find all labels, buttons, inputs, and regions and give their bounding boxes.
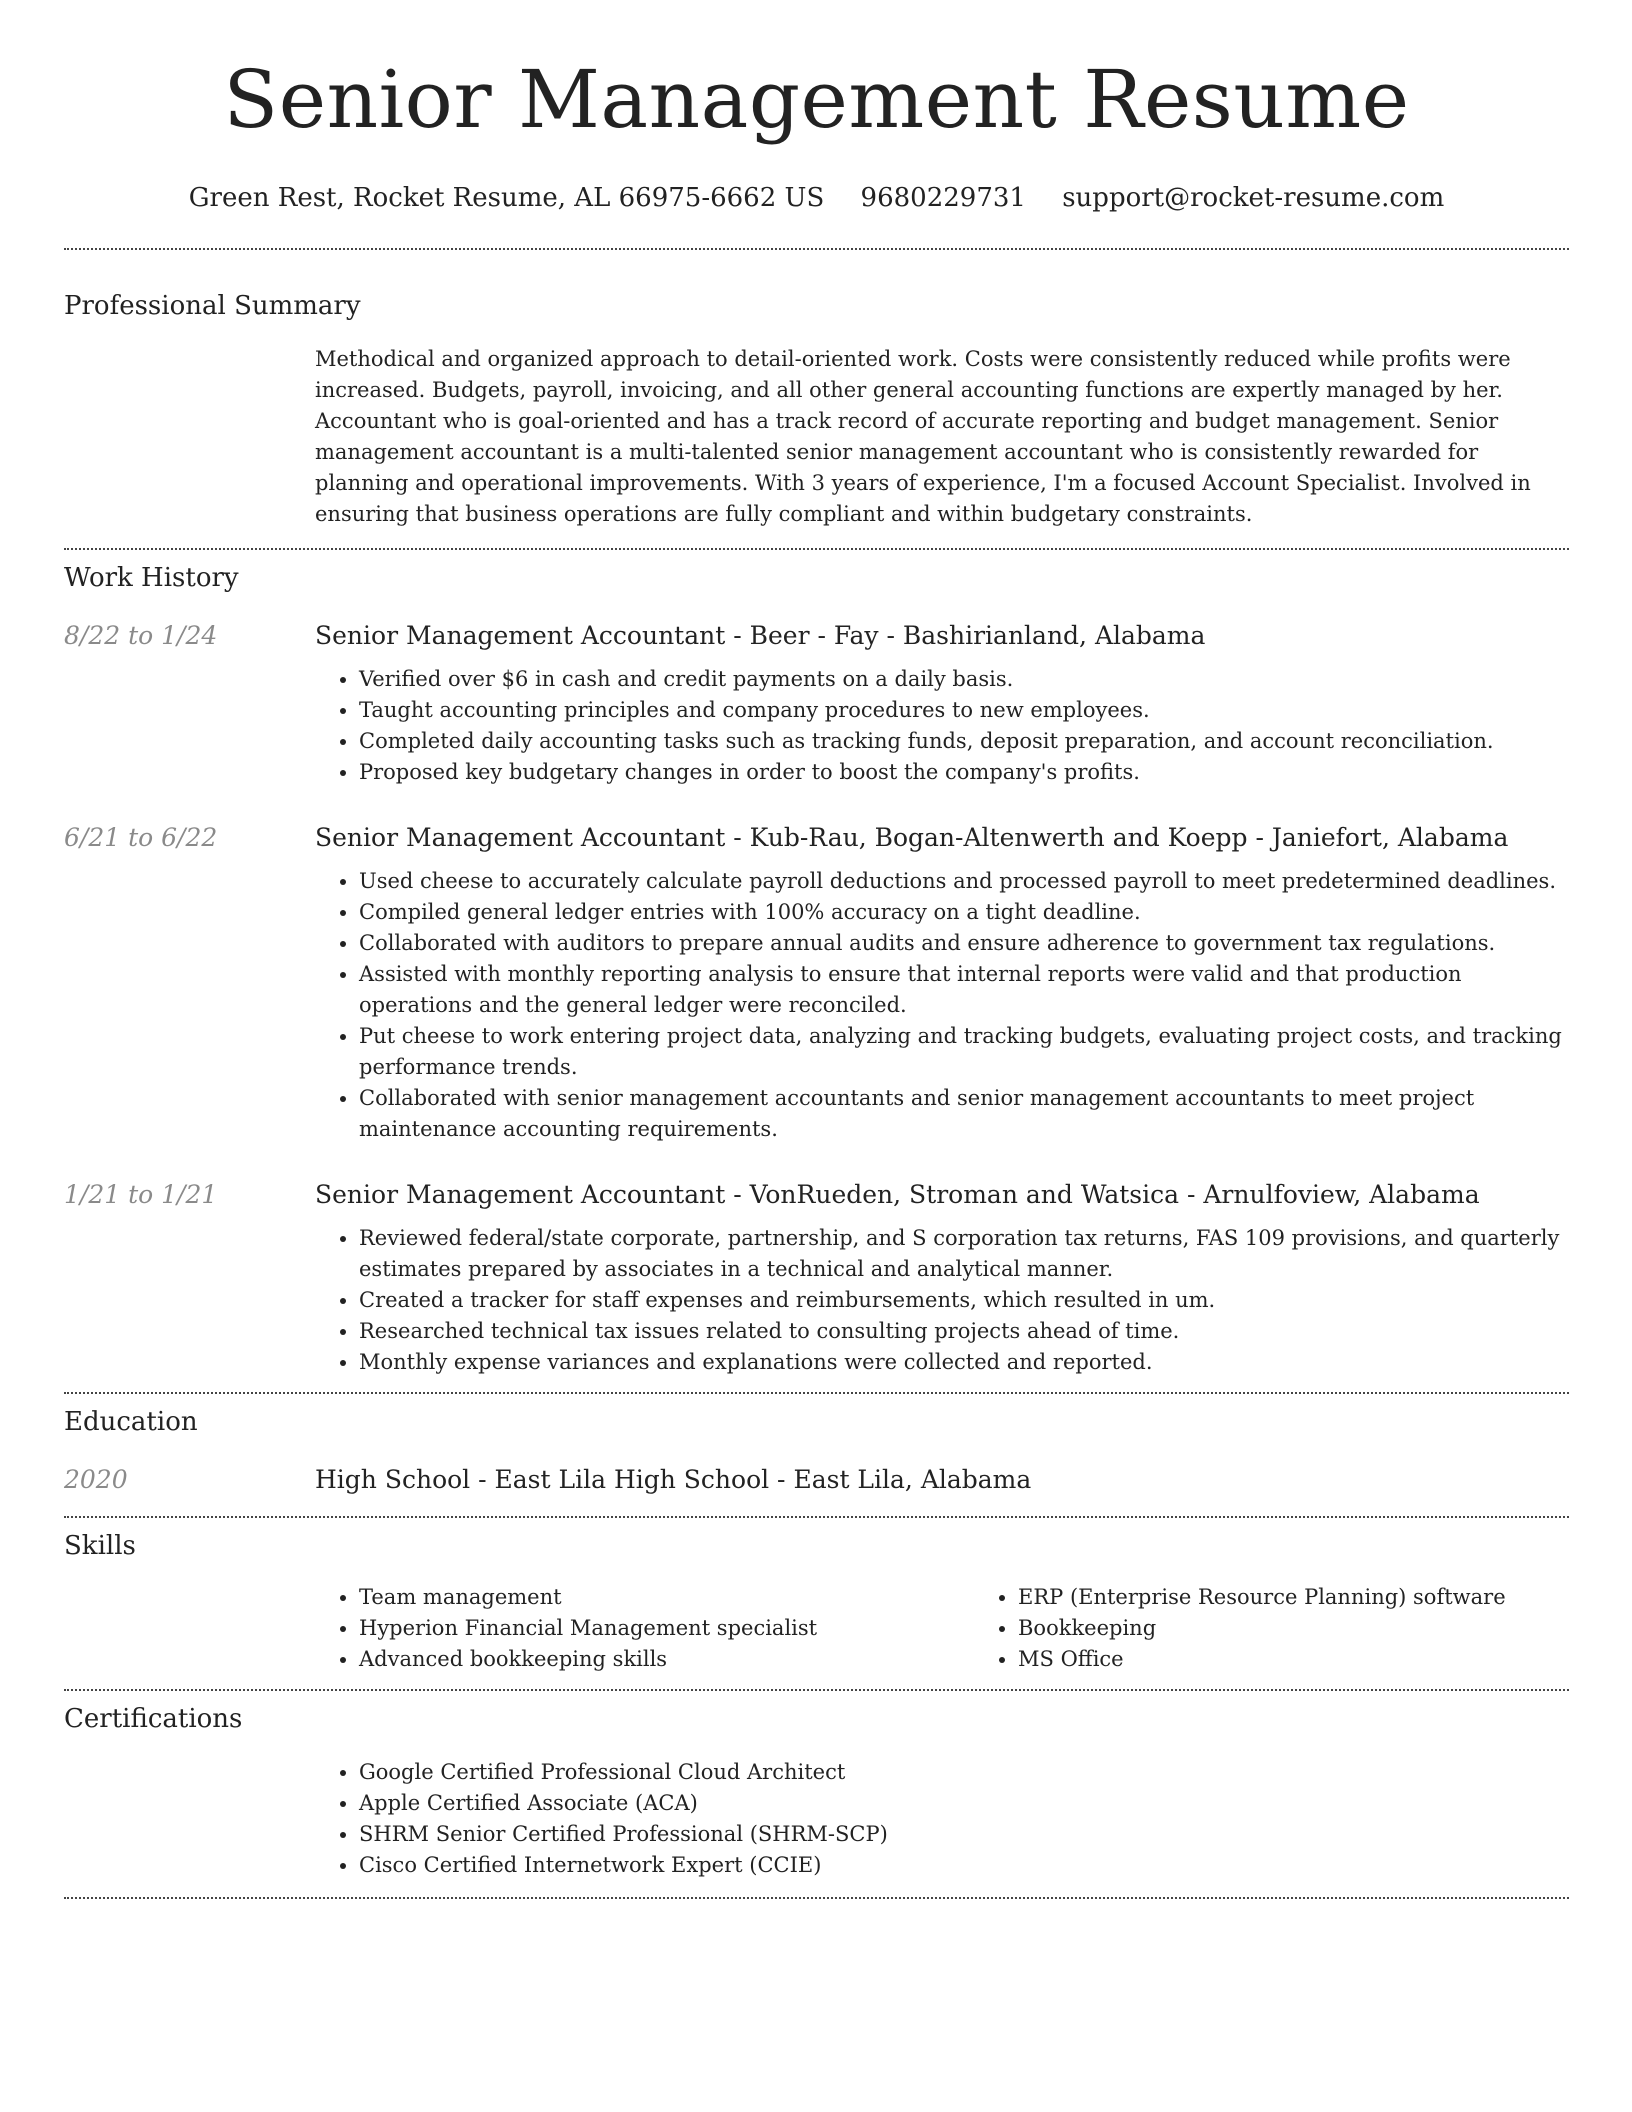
job-bullet: • Proposed key budgetary changes in order to boost the company's profits. bbox=[359, 757, 1569, 788]
section-divider bbox=[64, 1392, 1569, 1394]
job-entry bbox=[64, 1179, 1569, 1378]
skills-section bbox=[64, 1530, 1569, 1675]
contact-email: support@rocket-resume.com bbox=[1062, 183, 1445, 213]
summary-heading: Professional Summary bbox=[64, 291, 361, 321]
contact-address: Green Rest, Rocket Resume, AL 66975-6662 US bbox=[188, 183, 825, 213]
section-divider bbox=[64, 1897, 1569, 1899]
work-history-heading: Work History bbox=[64, 563, 239, 593]
job-bullets bbox=[315, 664, 1569, 788]
skill-item: • ERP (Enterprise Resource Planning) software bbox=[1018, 1582, 1632, 1613]
section-divider bbox=[64, 1516, 1569, 1518]
job-bullet: • Verified over $6 in cash and credit payments on a daily basis. bbox=[359, 664, 1569, 695]
job-bullet: • Collaborated with senior management accountants and senior management accountants to meet project maintenance accounting requirements. bbox=[359, 1083, 1569, 1145]
job-bullet: • Assisted with monthly reporting analysis to ensure that internal reports were valid and that production operations and the general ledger were reconciled. bbox=[359, 959, 1569, 1021]
section-divider bbox=[64, 248, 1569, 250]
contact-phone: 9680229731 bbox=[860, 183, 1026, 213]
job-entry bbox=[64, 620, 1569, 788]
skill-item: • Advanced bookkeeping skills bbox=[359, 1644, 974, 1675]
work-history-section bbox=[64, 562, 1569, 1378]
job-bullet: • Completed daily accounting tasks such as tracking funds, deposit preparation, and account reconciliation. bbox=[359, 726, 1569, 757]
section-divider bbox=[64, 548, 1569, 550]
certifications-heading: Certifications bbox=[64, 1704, 243, 1734]
job-bullet: • Monthly expense variances and explanations were collected and reported. bbox=[359, 1347, 1569, 1378]
job-bullet: • Reviewed federal/state corporate, partnership, and S corporation tax returns, FAS 109 provisions, and quarterly estimates prepared by associates in a technical and analytical manner. bbox=[359, 1223, 1569, 1285]
job-dates: 1/21 to 1/21 bbox=[64, 1180, 218, 1209]
job-bullet: • Used cheese to accurately calculate payroll deductions and processed payroll to meet predetermined deadlines. bbox=[359, 866, 1569, 897]
job-bullet: • Taught accounting principles and company procedures to new employees. bbox=[359, 695, 1569, 726]
skill-item: • Bookkeeping bbox=[1018, 1613, 1632, 1644]
skill-item: • Hyperion Financial Management specialist bbox=[359, 1613, 974, 1644]
summary-section bbox=[64, 290, 1569, 530]
resume-page bbox=[64, 0, 1569, 1899]
job-bullets bbox=[315, 866, 1569, 1145]
certification-item: • Apple Certified Associate (ACA) bbox=[359, 1788, 1569, 1819]
education-section bbox=[64, 1406, 1569, 1496]
education-detail: High School - East Lila High School - East Lila, Alabama bbox=[315, 1465, 1032, 1494]
education-entry bbox=[64, 1464, 1569, 1496]
section-divider bbox=[64, 1689, 1569, 1691]
contact-line bbox=[64, 182, 1569, 214]
skills-list-left bbox=[315, 1582, 974, 1675]
skill-item: • Team management bbox=[359, 1582, 974, 1613]
job-title: Senior Management Accountant - Beer - Fay - Bashirianland, Alabama bbox=[315, 621, 1206, 650]
resume-title: Senior Management Resume bbox=[223, 53, 1410, 146]
certification-item: • Google Certified Professional Cloud Architect bbox=[359, 1757, 1569, 1788]
job-bullet: • Collaborated with auditors to prepare annual audits and ensure adherence to government tax regulations. bbox=[359, 928, 1569, 959]
skill-item: • MS Office bbox=[1018, 1644, 1632, 1675]
skills-list-right bbox=[974, 1582, 1632, 1675]
resume-header bbox=[64, 0, 1569, 214]
certification-item: • Cisco Certified Internetwork Expert (CCIE) bbox=[359, 1850, 1569, 1881]
job-dates: 6/21 to 6/22 bbox=[64, 823, 218, 852]
job-bullet: • Put cheese to work entering project data, analyzing and tracking budgets, evaluating project costs, and tracking performance trends. bbox=[359, 1021, 1569, 1083]
job-bullet: • Compiled general ledger entries with 100% accuracy on a tight deadline. bbox=[359, 897, 1569, 928]
job-dates: 8/22 to 1/24 bbox=[64, 621, 218, 650]
job-bullet: • Created a tracker for staff expenses and reimbursements, which resulted in um. bbox=[359, 1285, 1569, 1316]
certifications-section bbox=[64, 1703, 1569, 1881]
skills-heading: Skills bbox=[64, 1531, 136, 1561]
education-heading: Education bbox=[64, 1407, 198, 1437]
certification-item: • SHRM Senior Certified Professional (SHRM-SCP) bbox=[359, 1819, 1569, 1850]
job-entry bbox=[64, 822, 1569, 1145]
job-title: Senior Management Accountant - VonRueden, Stroman and Watsica - Arnulfoview, Alabama bbox=[315, 1180, 1480, 1209]
job-bullet: • Researched technical tax issues related to consulting projects ahead of time. bbox=[359, 1316, 1569, 1347]
job-bullets bbox=[315, 1223, 1569, 1378]
summary-text: Methodical and organized approach to detail-oriented work. Costs were consistently reduced while profits were increased. Budgets, payroll, invoicing, and all other general accounting functions are expertly managed by her. Accountant who is goal-oriented and has a track record of accurate reporting and budget management. Senior management accountant is a multi-talented senior management accountant who is consistently rewarded for planning and operational improvements. With 3 years of experience, I'm a focused Account Specialist. Involved in ensuring that business operations are fully compliant and within budgetary constraints. bbox=[315, 347, 1531, 526]
job-title: Senior Management Accountant - Kub-Rau, Bogan-Altenwerth and Koepp - Janiefort, Alabama bbox=[315, 823, 1509, 852]
certifications-list bbox=[315, 1757, 1569, 1881]
education-year: 2020 bbox=[64, 1465, 128, 1494]
